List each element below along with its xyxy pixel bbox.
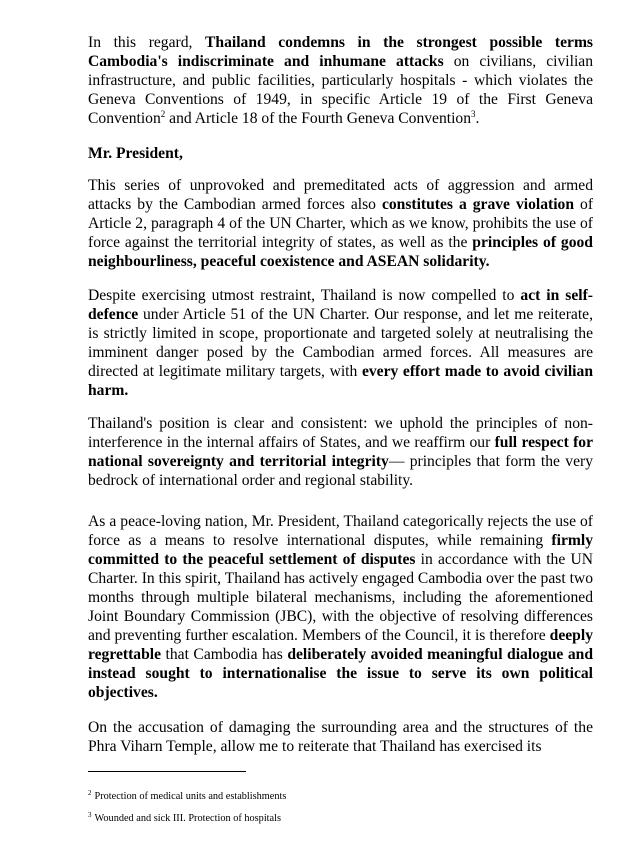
footnote-marker: 3 bbox=[88, 810, 92, 819]
bold-run: principles of good neighbourliness, peaceful coexistence and ASEAN solidarity. bbox=[88, 234, 593, 270]
text-run: — principles that form the very bedrock of international order and regional stability. bbox=[88, 453, 593, 489]
text-run: that Cambodia has bbox=[161, 646, 288, 663]
text-run: Despite exercising utmost restraint, Thailand is now compelled to bbox=[88, 287, 521, 304]
text-run: In this regard, bbox=[88, 34, 205, 51]
paragraph-aggression bbox=[88, 176, 593, 271]
bold-run: act in self-defence bbox=[88, 287, 593, 323]
bold-run: every effort made to avoid civilian harm. bbox=[88, 363, 593, 399]
text-run: . bbox=[475, 110, 480, 127]
text-run: On the accusation of damaging the surrounding area and the structures of the Phra Viharn Temple, allow me to reiterate that Thailand has exercised its bbox=[88, 719, 593, 755]
bold-run: deliberately avoided meaningful dialogue and instead sought to internationalise the issue to serve its own political objectives. bbox=[88, 646, 593, 701]
footnote-marker: 2 bbox=[88, 788, 92, 797]
footnote-3 bbox=[88, 812, 593, 825]
text-run: and Article 18 of the Fourth Geneva Convention bbox=[165, 110, 472, 127]
text-run: of Article 2, paragraph 4 of the UN Charter, which as we know, prohibits the use of force against the territorial integrity of states, as well as the bbox=[88, 196, 594, 251]
paragraph-self-defence bbox=[88, 286, 593, 400]
bold-run: firmly committed to the peaceful settlement of disputes bbox=[88, 532, 593, 568]
paragraph-condemnation bbox=[88, 33, 593, 128]
bold-run: Thailand condemns in the strongest possible terms Cambodia's indiscriminate and inhumane attacks bbox=[88, 34, 593, 70]
paragraph-position bbox=[88, 414, 593, 490]
heading-mr-president: Mr. President, bbox=[88, 145, 183, 162]
text-run: under Article 51 of the UN Charter. Our response, and let me reiterate, is strictly limited in scope, proportionate and targeted solely at neutralising the imminent danger posed by the Cambodian armed forces. All measures are directed at legitimate military targets, with bbox=[88, 306, 593, 380]
bold-run: constitutes a grave violation bbox=[381, 196, 575, 213]
text-run: As a peace-loving nation, Mr. President, Thailand categorically rejects the use of force as a means to resolve international disputes, while remaining bbox=[88, 513, 593, 549]
footnote-ref-2[interactable]: 2 bbox=[160, 108, 166, 119]
text-run: on civilians, civilian infrastructure, and public facilities, particularly hospitals - which violates the Geneva Conventions of 1949, in specific Article 19 of the First Geneva Convention bbox=[88, 53, 593, 127]
bold-run: deeply regrettable bbox=[88, 627, 593, 663]
paragraph-temple bbox=[88, 718, 593, 756]
footnote-ref-3[interactable]: 3 bbox=[471, 108, 476, 119]
footnote-separator bbox=[88, 771, 246, 772]
paragraph-peaceful-settlement bbox=[88, 512, 593, 702]
footnote-text: Wounded and sick III. Protection of hospitals bbox=[94, 813, 281, 824]
footnote-text: Protection of medical units and establishments bbox=[94, 791, 287, 802]
text-run: This series of unprovoked and premeditated acts of aggression and armed attacks by the Cambodian armed forces also bbox=[88, 177, 593, 213]
text-run: Thailand's position is clear and consistent: we uphold the principles of non-interference in the internal affairs of States, and we reaffirm our bbox=[88, 415, 593, 451]
bold-run: full respect for national sovereignty and territorial integrity bbox=[88, 434, 594, 470]
footnote-2 bbox=[88, 790, 593, 803]
text-run: in accordance with the UN Charter. In this spirit, Thailand has actively engaged Cambodia over the past two months through multiple bilateral mechanisms, including the aforementioned Joint Boundary Commission (JBC), with the objective of resolving differences and preventing further escalation. Members of the Council, it is therefore bbox=[88, 551, 593, 644]
